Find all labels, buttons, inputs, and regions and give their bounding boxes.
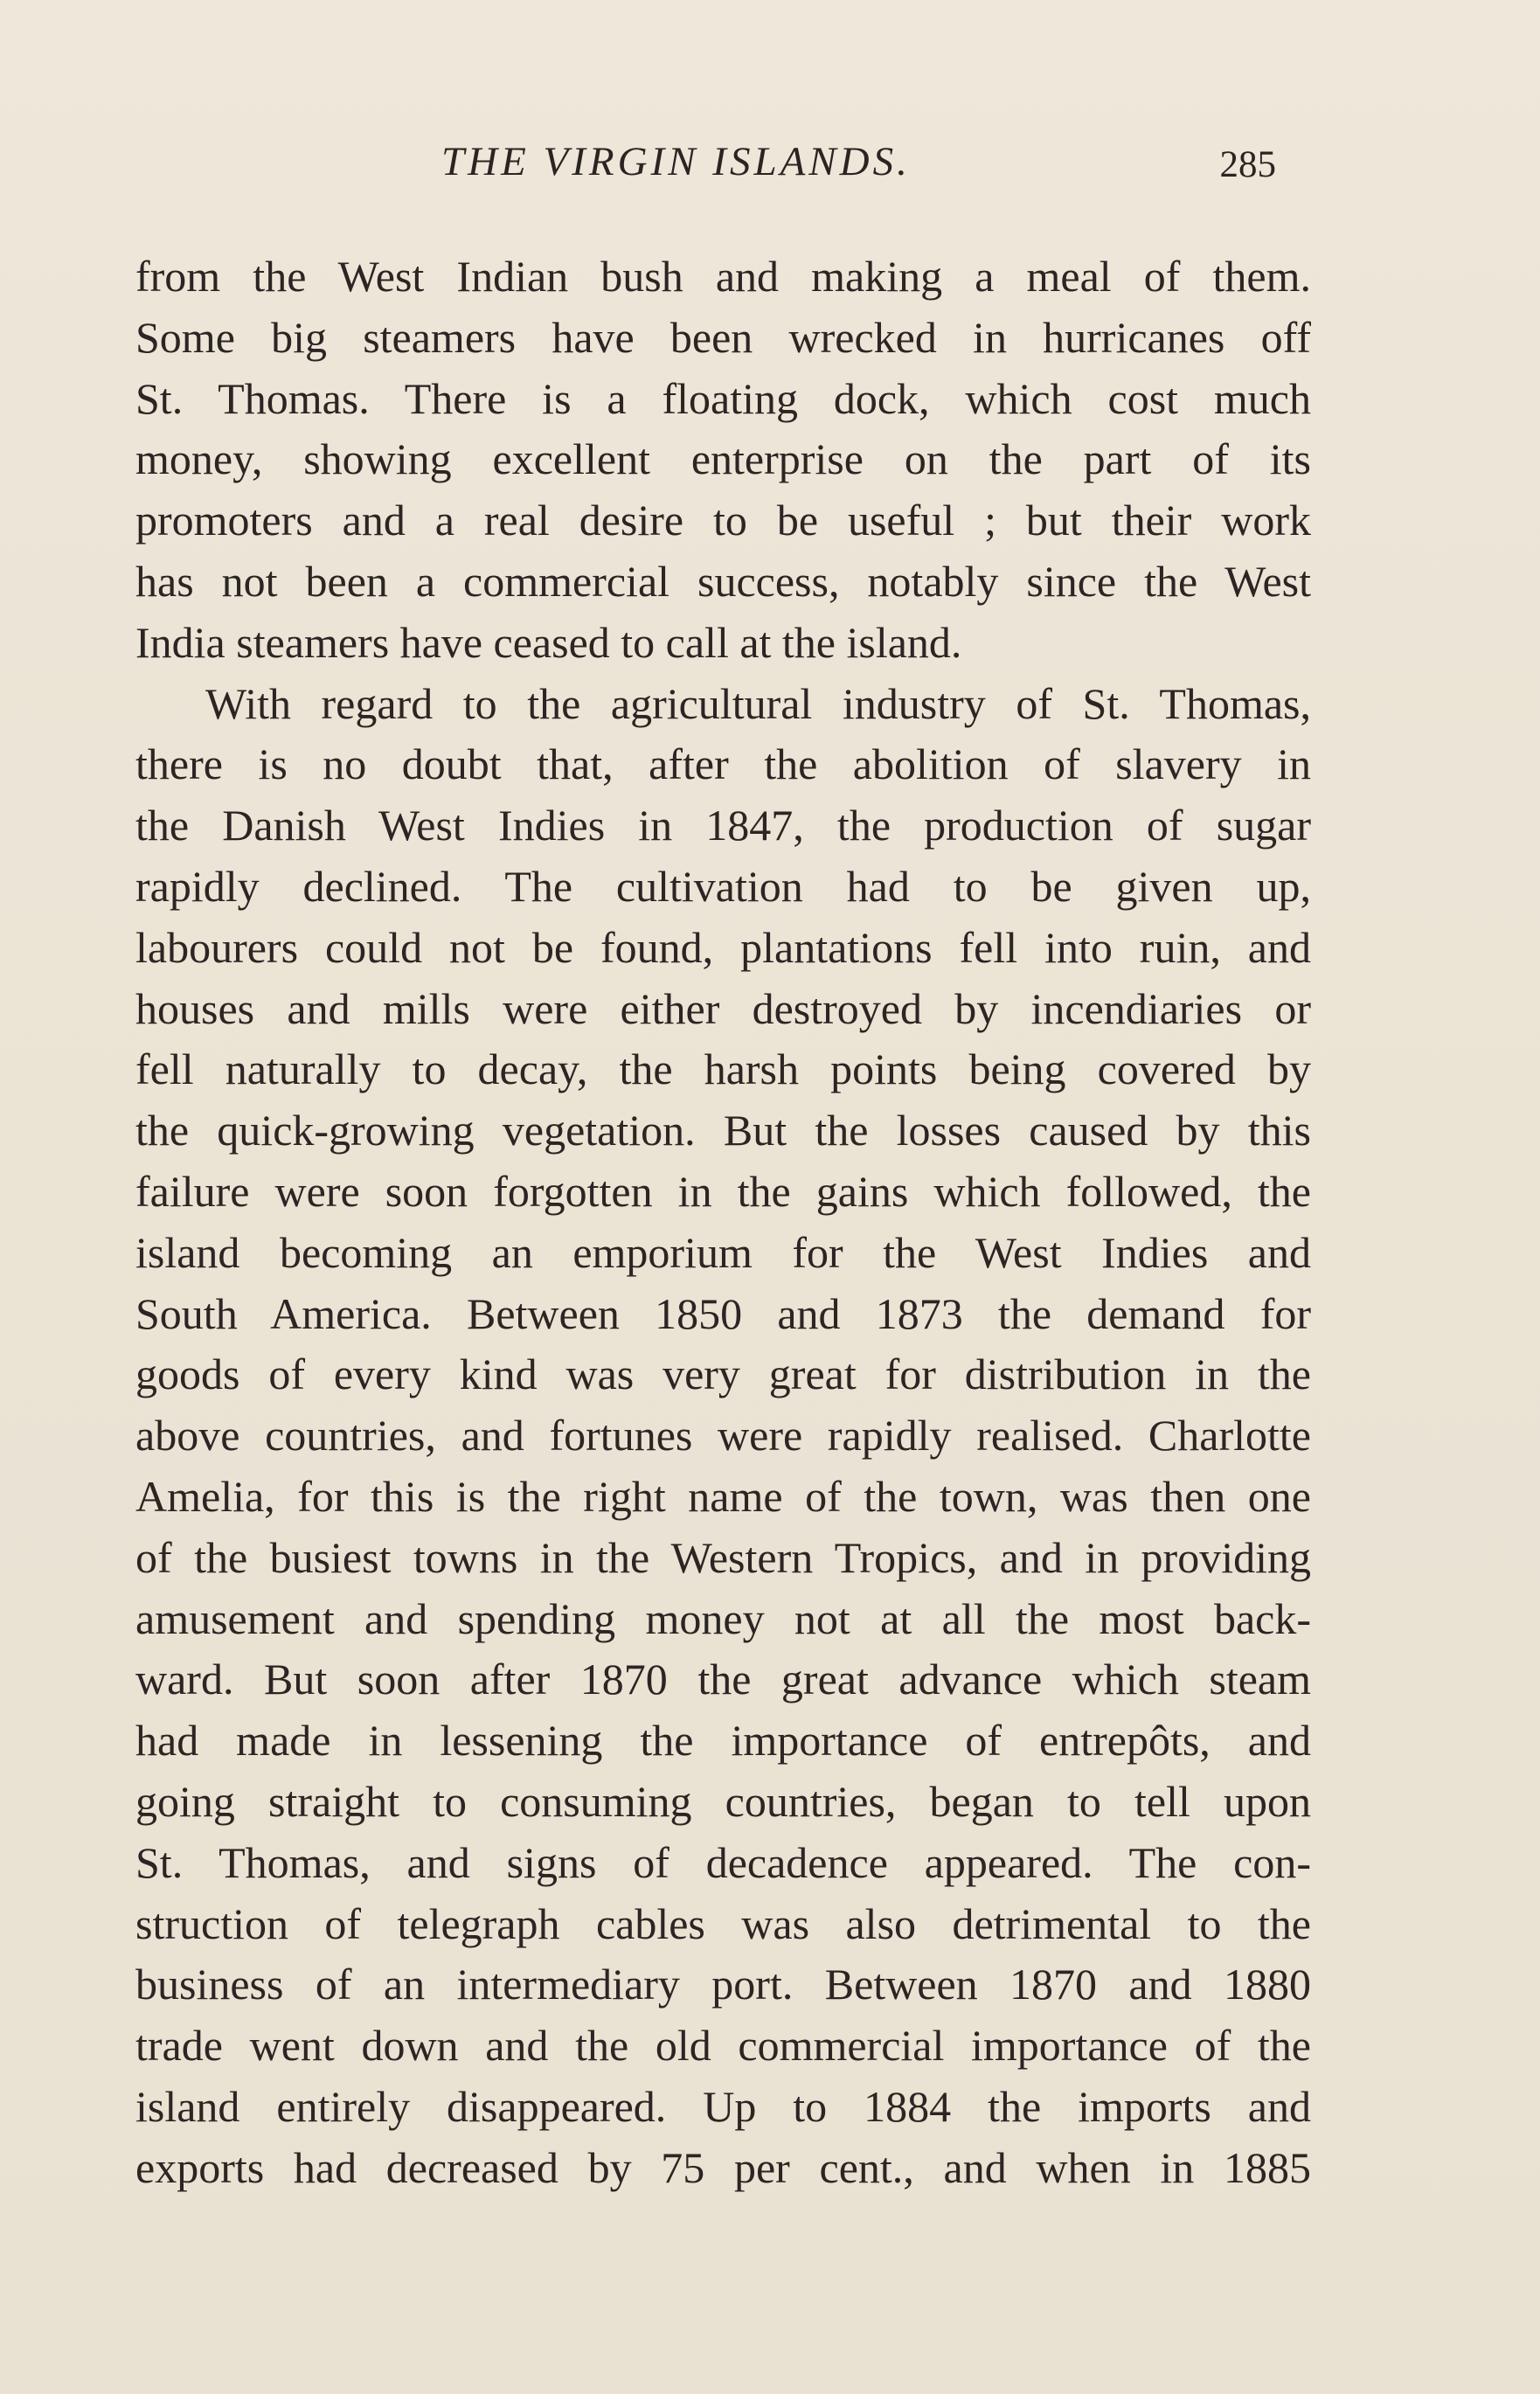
text-line: of the busiest towns in the Western Tropics, and in providing (135, 1532, 1311, 1582)
text-line: struction of telegraph cables was also detrimental to the (135, 1898, 1311, 1948)
text-line: the Danish West Indies in 1847, the production of sugar (135, 801, 1311, 850)
text-line: fell naturally to decay, the harsh points being covered by (135, 1044, 1311, 1094)
text-line: St. Thomas, and signs of decadence appeared. The con- (135, 1837, 1311, 1887)
text-line: ward. But soon after 1870 the great advance which steam (135, 1655, 1311, 1704)
text-line: promoters and a real desire to be useful ; but their work (135, 496, 1311, 545)
text-line: houses and mills were either destroyed by incendiaries or (135, 983, 1311, 1033)
text-line: had made in lessening the importance of entrepôts, and (135, 1716, 1311, 1766)
running-title: THE VIRGIN ISLANDS. (441, 139, 911, 184)
text-line: island entirely disappeared. Up to 1884 the imports and (135, 2081, 1311, 2131)
text-line: South America. Between 1850 and 1873 the demand for (135, 1288, 1311, 1338)
text-line: above countries, and fortunes were rapidly realised. Charlotte (135, 1411, 1311, 1461)
text-line: St. Thomas. There is a floating dock, which cost much (135, 373, 1311, 423)
text-line: failure were soon forgotten in the gains which followed, the (135, 1166, 1311, 1216)
body-text (135, 246, 1311, 2199)
text-line: Some big steamers have been wrecked in hurricanes off (135, 312, 1311, 362)
text-line: money, showing excellent enterprise on the part of its (135, 434, 1311, 484)
text-line: the quick-growing vegetation. But the losses caused by this (135, 1106, 1311, 1155)
text-line: goods of every kind was very great for distribution in the (135, 1350, 1311, 1399)
text-line: With regard to the agricultural industry of St. Thomas, (205, 678, 1311, 728)
running-head (441, 138, 1276, 199)
text-line: there is no doubt that, after the abolition of slavery in (135, 739, 1311, 789)
text-line: amusement and spending money not at all the most back- (135, 1593, 1311, 1643)
text-line: trade went down and the old commercial importance of the (135, 2021, 1311, 2071)
text-line: business of an intermediary port. Between 1870 and 1880 (135, 1960, 1311, 2009)
text-line: Amelia, for this is the right name of the town, was then one (135, 1471, 1311, 1521)
text-line: island becoming an emporium for the West Indies and (135, 1227, 1311, 1277)
text-line: labourers could not be found, plantations fell into ruin, and (135, 922, 1311, 972)
text-line: going straight to consuming countries, began to tell upon (135, 1776, 1311, 1826)
text-line: from the West Indian bush and making a meal of them. (135, 252, 1311, 301)
text-line: rapidly declined. The cultivation had to be given up, (135, 861, 1311, 911)
text-line: exports had decreased by 75 per cent., and when in 1885 (135, 2142, 1311, 2192)
page-number: 285 (1219, 144, 1276, 185)
text-line: has not been a commercial success, notably since the West (135, 556, 1311, 606)
text-line: India steamers have ceased to call at the island. (135, 617, 962, 667)
